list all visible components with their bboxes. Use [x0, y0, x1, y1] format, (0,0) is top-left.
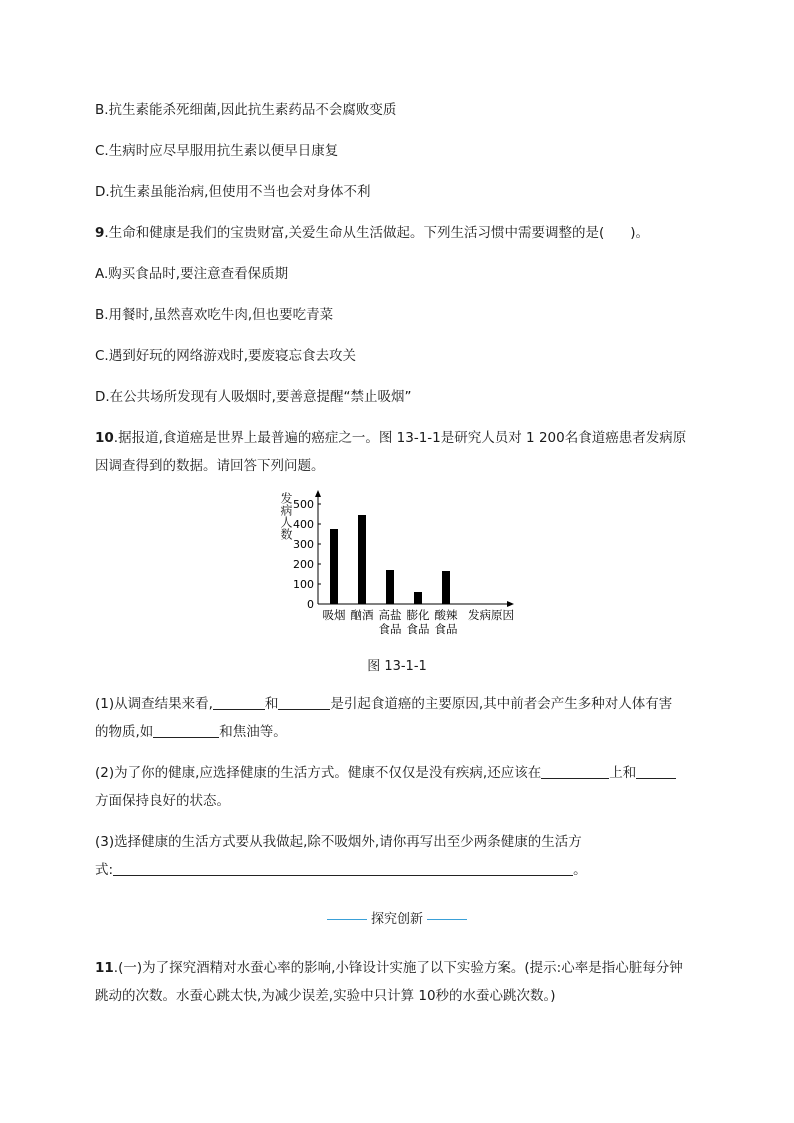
- q10-part1-line2: [95, 722, 287, 742]
- x-category-label: 食品: [378, 622, 402, 636]
- q8-option-b: B.抗生素能杀死细菌,因此抗生素药品不会腐败变质: [95, 102, 397, 118]
- bar-chart: [270, 488, 530, 636]
- bar: [414, 592, 422, 604]
- q10-part3-line2: [95, 860, 587, 880]
- q10-part1-text-a: (1)从调查结果来看,: [95, 696, 213, 712]
- y-tick-label: 0: [307, 598, 314, 611]
- x-category-label: 吸烟: [322, 608, 346, 622]
- x-category-label: 高盐: [378, 608, 402, 622]
- q9-option-c: C.遇到好玩的网络游戏时,要废寝忘食去攻关: [95, 348, 357, 364]
- q10-part1-text-d: 的物质,如: [95, 724, 154, 740]
- y-tick-label: 300: [293, 538, 314, 551]
- section-title: 探究创新: [370, 912, 423, 927]
- q10-stem-line1: [95, 428, 686, 448]
- q10-part1-text-c: 是引起食道癌的主要原因,其中前者会产生多种对人体有害: [330, 696, 673, 712]
- q9-number: 9: [95, 225, 105, 241]
- answer-blank-5[interactable]: [636, 764, 676, 779]
- section-header: [0, 908, 794, 927]
- q9-stem: [95, 223, 649, 243]
- q10-number: 10: [95, 430, 114, 446]
- q8-option-c: C.生病时应尽早服用抗生素以便早日康复: [95, 143, 339, 159]
- q11-line2: 跳动的次数。水蚕心跳太快,为减少误差,实验中只计算 10秒的水蚕心跳次数。): [95, 988, 556, 1004]
- q11-line1: [95, 958, 683, 978]
- y-tick-label: 500: [293, 498, 314, 511]
- q10-stem-line2: 因调查得到的数据。请回答下列问题。: [95, 458, 325, 474]
- y-tick-label: 100: [293, 578, 314, 591]
- chart-y-axis-title: 发病人数: [279, 492, 293, 540]
- q8-option-d: D.抗生素虽能治病,但使用不当也会对身体不利: [95, 184, 371, 200]
- q9-option-b: B.用餐时,虽然喜欢吃牛肉,但也要吃青菜: [95, 307, 334, 323]
- answer-blank-4[interactable]: [541, 764, 609, 779]
- answer-blank-3[interactable]: [153, 723, 219, 738]
- q9-option-a: A.购买食品时,要注意查看保质期: [95, 266, 289, 282]
- y-tick-label: 200: [293, 558, 314, 571]
- q10-part3-text-b: 式:: [95, 862, 114, 878]
- answer-blank-6[interactable]: [113, 861, 573, 876]
- q10-part2-text-a: (2)为了你的健康,应选择健康的生活方式。健康不仅仅是没有疾病,还应该在: [95, 765, 542, 781]
- q10-part3-text-c: 。: [573, 862, 587, 878]
- answer-blank-2[interactable]: [278, 695, 330, 710]
- q9-option-d: D.在公共场所发现有人吸烟时,要善意提醒“禁止吸烟”: [95, 389, 412, 405]
- bar: [386, 570, 394, 604]
- q10-part1-text-e: 和焦油等。: [219, 724, 287, 740]
- bar: [358, 515, 366, 604]
- q10-part2-line2: 方面保持良好的状态。: [95, 793, 230, 809]
- x-category-label: 膨化: [406, 608, 430, 622]
- section-rule-right: [427, 919, 467, 920]
- q10-part3-line1: (3)选择健康的生活方式要从我做起,除不吸烟外,请你再写出至少两条健康的生活方: [95, 834, 582, 850]
- bar: [442, 571, 450, 604]
- q9-stem-text: .生命和健康是我们的宝贵财富,关爱生命从生活做起。下列生活习惯中需要调整的是(: [104, 225, 605, 241]
- section-rule-left: [327, 919, 367, 920]
- x-category-label: 食品: [406, 622, 430, 636]
- q11-number: 11: [95, 960, 114, 976]
- figure-caption: 图 13-1-1: [367, 659, 427, 674]
- q10-stem-text: .据报道,食道癌是世界上最普遍的癌症之一。图 13-1-1是研究人员对 1 200名食道癌患者发病原: [113, 430, 687, 446]
- q9-stem-close: )。: [630, 225, 650, 241]
- x-axis-arrow: [507, 601, 514, 607]
- q10-part1-text-b: 和: [264, 696, 279, 712]
- q11-text-1: .(一)为了探究酒精对水蚕心率的影响,小锋设计实施了以下实验方案。(提示:心率是指心脏每分钟: [113, 960, 683, 976]
- q10-part1-line1: [95, 694, 672, 714]
- q10-part2-line1: [95, 763, 676, 783]
- x-category-label: 食品: [434, 622, 458, 636]
- y-tick-label: 400: [293, 518, 314, 531]
- chart-x-axis-title: 发病原因: [468, 608, 514, 622]
- answer-blank-1[interactable]: [213, 695, 265, 710]
- x-category-label: 酸辣: [434, 608, 458, 622]
- bar: [330, 529, 338, 604]
- q10-part2-text-b: 上和: [609, 765, 637, 781]
- x-category-label: 酗酒: [350, 608, 374, 622]
- y-axis-arrow: [315, 490, 321, 497]
